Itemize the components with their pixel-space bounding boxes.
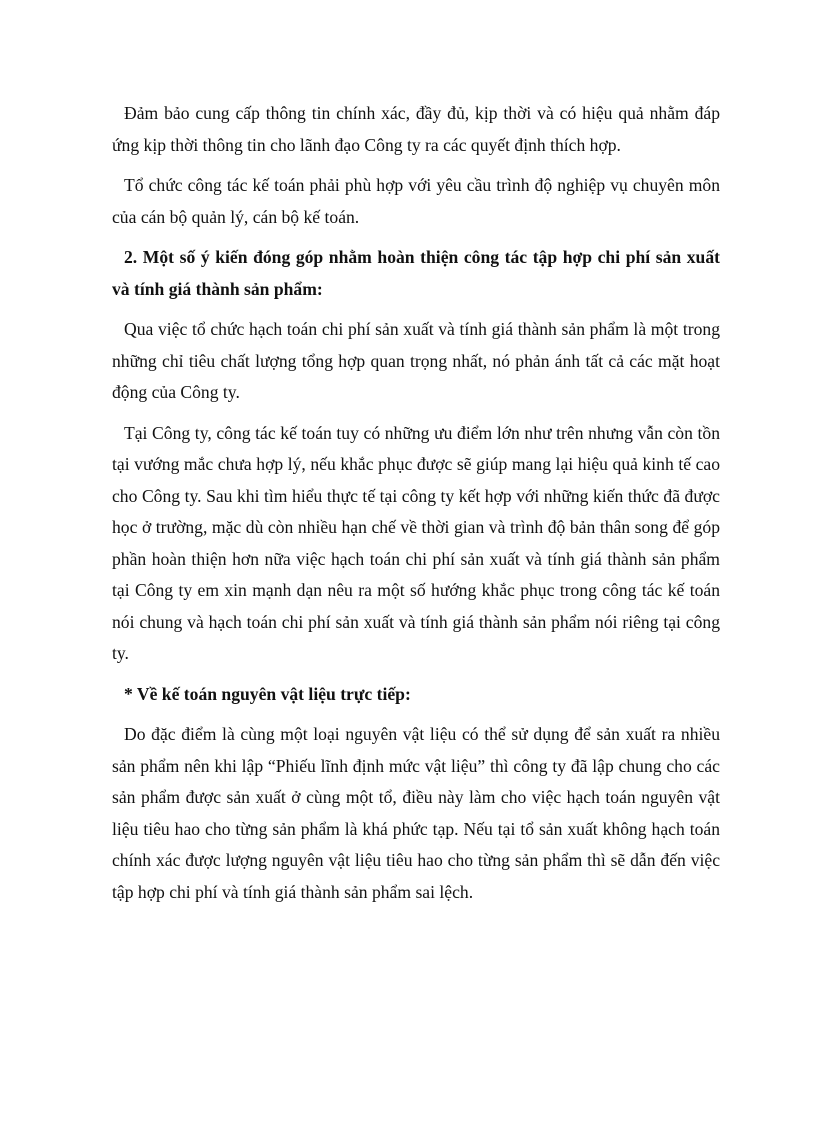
section-heading-2: 2. Một số ý kiến đóng góp nhằm hoàn thiện công tác tập hợp chi phí sản xuất và tính giá thành sản phẩm: bbox=[112, 247, 720, 299]
subheading-direct-materials: * Về kế toán nguyên vật liệu trực tiếp: bbox=[124, 683, 411, 704]
paragraph-organization-fit: Tổ chức công tác kế toán phải phù hợp với yêu cầu trình độ nghiệp vụ chuyên môn của cán bộ quản lý, cán bộ kế toán. bbox=[112, 175, 720, 227]
paragraph-cost-accounting-intro: Qua việc tổ chức hạch toán chi phí sản xuất và tính giá thành sản phẩm là một trong những chỉ tiêu chất lượng tổng hợp quan trọng nhất, nó phản ánh tất cả các mặt hoạt động của Công ty. bbox=[112, 319, 720, 402]
paragraph-company-improvements: Tại Công ty, công tác kế toán tuy có những ưu điểm lớn như trên nhưng vẫn còn tồn tại vướng mắc chưa hợp lý, nếu khắc phục được sẽ giúp mang lại hiệu quả kinh tế cao cho Công ty. Sau khi tìm hiểu thực tế tại công ty kết hợp với những kiến thức đã được học ở trường, mặc dù còn nhiều hạn chế về thời gian và trình độ bản thân song để góp phần hoàn thiện hơn nữa việc hạch toán chi phí sản xuất và tính giá thành sản phẩm tại Công ty em xin mạnh dạn nêu ra một số hướng khắc phục trong công tác kế toán nói chung và hạch toán chi phí sản xuất và tính giá thành sản phẩm nói riêng tại công ty. bbox=[112, 422, 720, 663]
paragraph-info-accuracy: Đảm bảo cung cấp thông tin chính xác, đầy đủ, kịp thời và có hiệu quả nhằm đáp ứng kịp thời thông tin cho lãnh đạo Công ty ra các quyết định thích hợp. bbox=[112, 103, 720, 155]
paragraph-materials-issue: Do đặc điểm là cùng một loại nguyên vật liệu có thể sử dụng để sản xuất ra nhiều sản phẩm nên khi lập “Phiếu lĩnh định mức vật liệu” thì công ty đã lập chung cho các sản phẩm được sản xuất ở cùng một tổ, điều này làm cho việc hạch toán nguyên vật liệu tiêu hao cho từng sản phẩm là khá phức tạp. Nếu tại tổ sản xuất không hạch toán chính xác được lượng nguyên vật liệu tiêu hao cho từng sản phẩm thì sẽ dẫn đến việc tập hợp chi phí và tính giá thành sản phẩm sai lệch. bbox=[112, 724, 720, 902]
document-page bbox=[112, 98, 720, 908]
